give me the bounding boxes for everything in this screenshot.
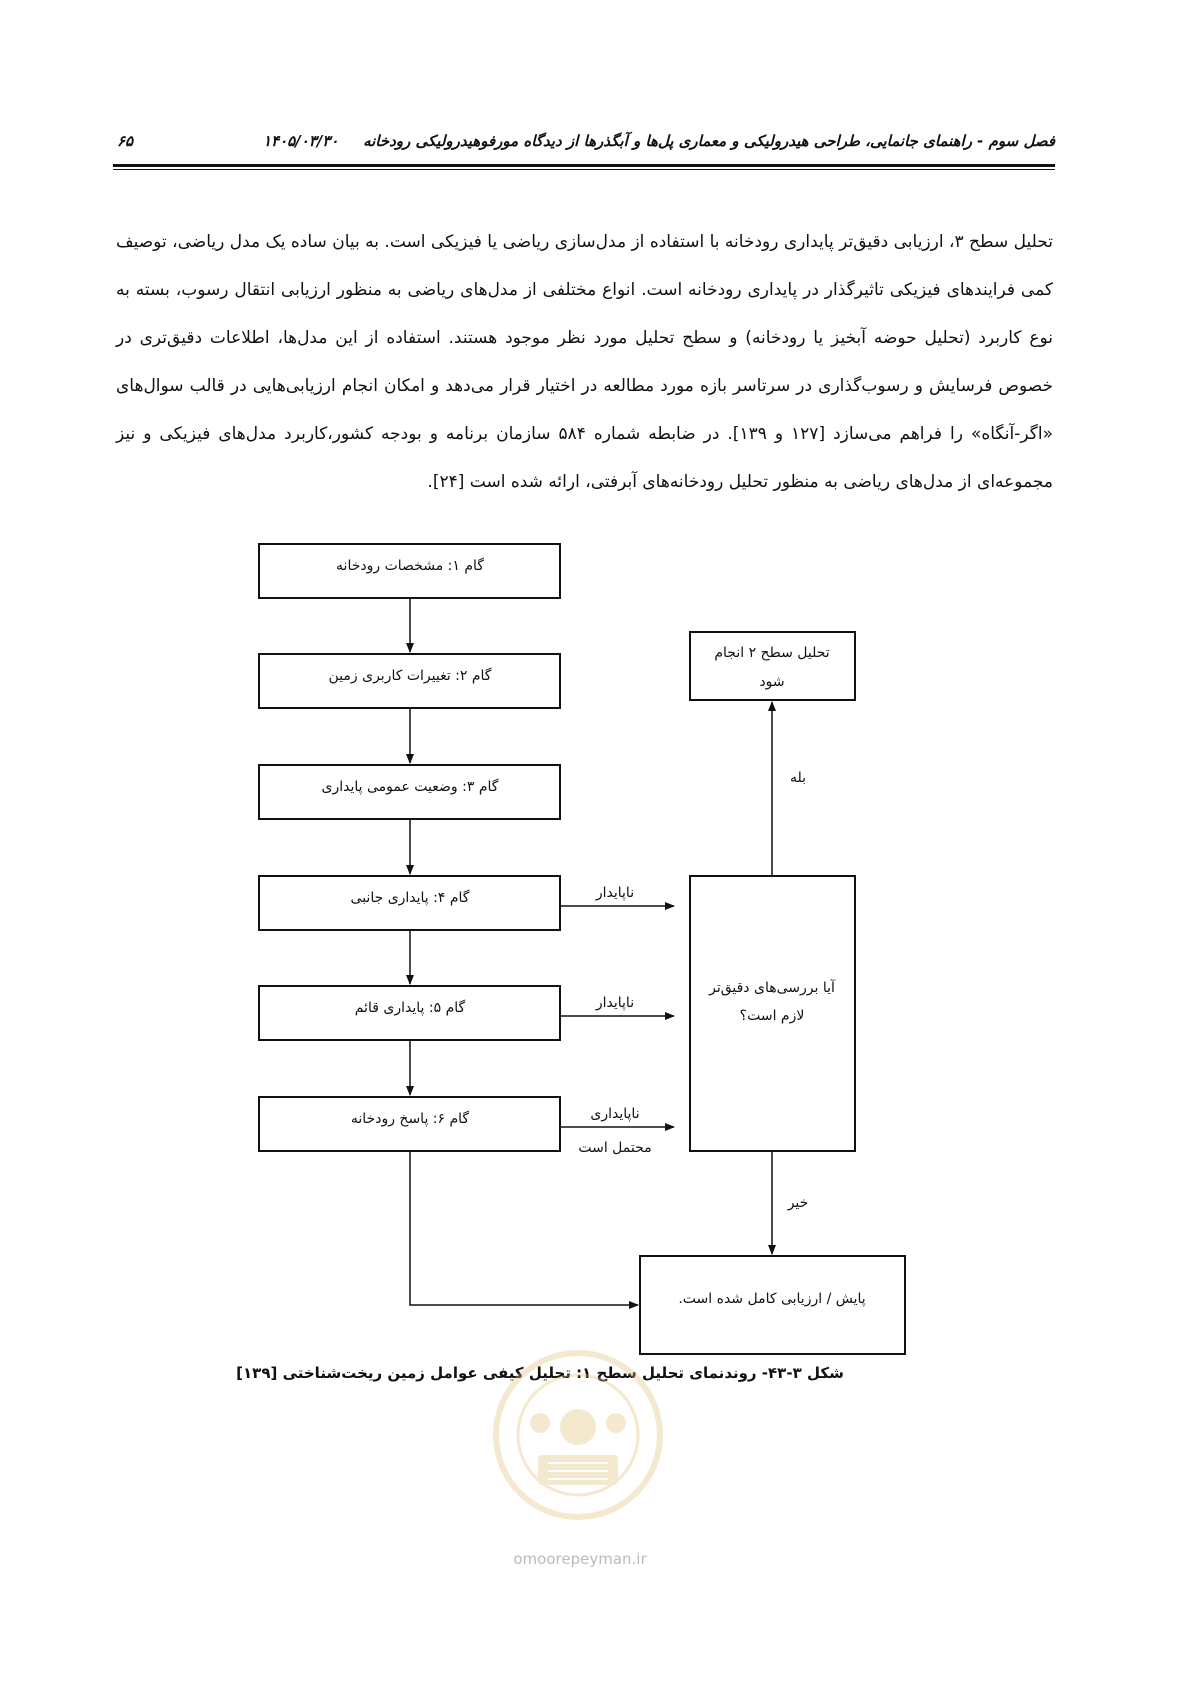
step-6-label: گام ۶: پاسخ رودخانه (350, 1111, 470, 1127)
step-4-label: گام ۴: پایداری جانبی (350, 890, 470, 906)
watermark-url: omoorepeyman.ir (513, 1550, 647, 1568)
arrow-step6-final (410, 1151, 638, 1305)
step-3-label: گام ۳: وضعیت عمومی پایداری (321, 779, 499, 795)
step-2-label: گام ۲: تغییرات کاربری زمین (328, 668, 492, 684)
edge-label-instability-1: ناپایداری (590, 1106, 640, 1122)
revision-date: ۱۴۰۵/۰۳/۳۰ (263, 132, 339, 150)
level2-label-line1: تحلیل سطح ۲ انجام (714, 645, 830, 661)
final-label: پایش / ارزیابی کامل شده است. (678, 1291, 866, 1307)
edge-label-yes: بله (789, 770, 807, 786)
edge-label-unstable-5: ناپایدار (595, 995, 635, 1011)
chapter-title: فصل سوم - راهنمای جانمایی، طراحی هیدرولیکی و معماری پل‌ها و آبگذرها از دیدگاه مورفوهیدرولیکی رودخانه (363, 132, 1055, 150)
figure-caption: شکل ۳-۴۳- روندنمای تحلیل سطح ۱: تحلیل کیفی عوامل زمین ریخت‌شناختی [۱۳۹] (236, 1364, 844, 1382)
page-number: ۶۵ (117, 132, 134, 150)
edge-label-unstable-4: ناپایدار (595, 885, 635, 901)
level2-label-line2: شود (759, 674, 785, 690)
edge-label-no: خیر (787, 1195, 809, 1211)
edge-label-instability-2: محتمل است (578, 1140, 652, 1156)
step-1-label: گام ۱: مشخصات رودخانه (336, 558, 484, 574)
watermark-seal-icon (478, 1335, 678, 1565)
decision-label-line1: آیا بررسی‌های دقیق‌تر (709, 980, 835, 996)
decision-label-line2: لازم است؟ (739, 1008, 805, 1024)
step-5-label: گام ۵: پایداری قائم (354, 1000, 466, 1016)
body-paragraph: تحلیل سطح ۳، ارزیابی دقیق‌تر پایداری رودخانه با استفاده از مدل‌سازی ریاضی یا فیزیکی است. به بیان ساده یک مدل ریاضی، توصیف کمی فرایندهای فیزیکی تاثیرگذار در پایداری رودخانه است. انواع مختلفی از مدل‌های ریاضی به منظور ارزیابی انتقال رسوب، بسته به نوع کاربرد (تحلیل حوضه آبخیز یا رودخانه) و سطح تحلیل مورد نظر موجود هستند. استفاده از این مدل‌ها، اطلاعات دقیق‌تری در خصوص فرسایش و رسوب‌گذاری در سرتاسر بازه مورد مطالعه در اختیار قرار می‌دهد و امکان انجام ارزیابی‌هایی در قالب سوال‌های «اگر-آنگاه» را فراهم می‌سازد [۱۲۷ و ۱۳۹]. در ضابطه شماره ۵۸۴ سازمان برنامه و بودجه کشور،کاربرد مدل‌های فیزیکی و نیز مجموعه‌ای از مدل‌های ریاضی به منظور تحلیل رودخانه‌های آبرفتی، ارائه شده است [۲۴]. (116, 232, 1053, 492)
